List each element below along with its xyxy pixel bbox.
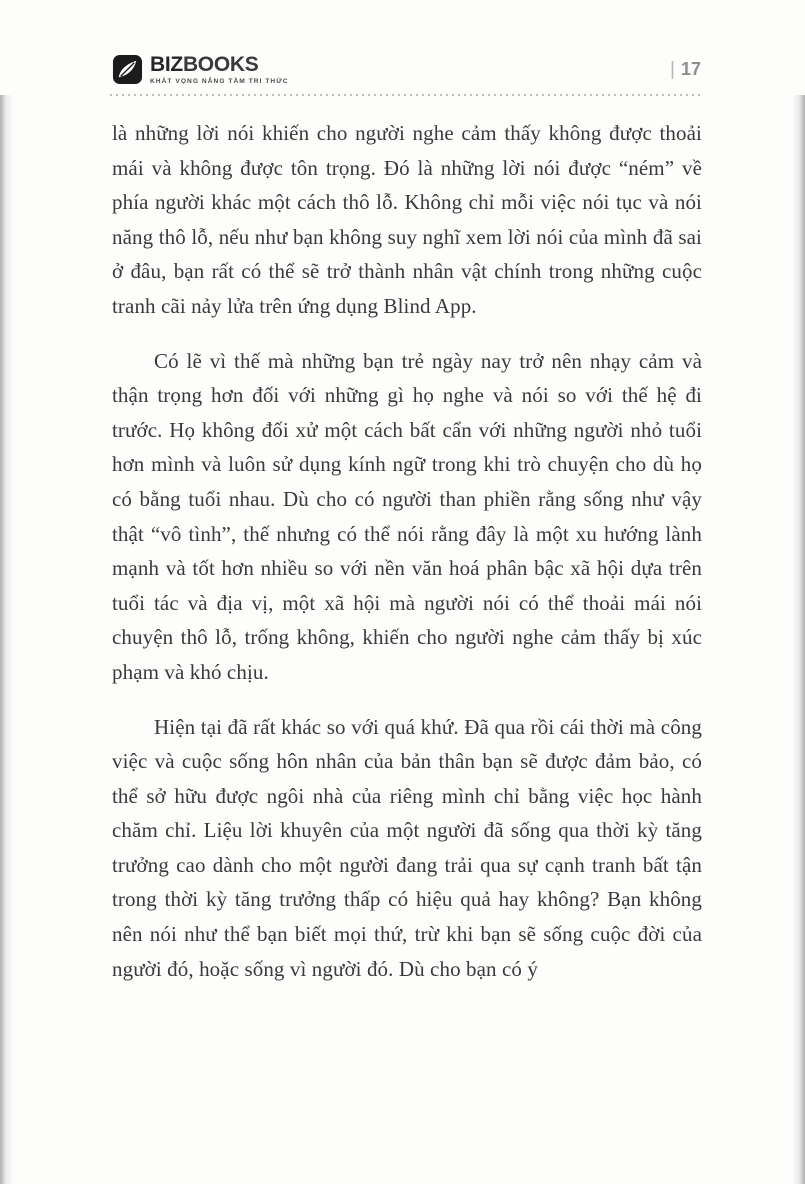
bizbooks-logo-icon bbox=[112, 54, 143, 85]
paragraph: Hiện tại đã rất khác so với quá khứ. Đã qua rồi cái thời mà công việc và cuộc sống hôn nhân của bản thân bạn sẽ được đảm bảo, có thể sở hữu được ngôi nhà của riêng mình chỉ bằng việc học hành chăm chỉ. Liệu lời khuyên của một người đã sống qua thời kỳ tăng trưởng cao dành cho một người đang trải qua sự cạnh tranh bất tận trong thời kỳ tăng trưởng thấp có hiệu quả hay không? Bạn không nên nói như thể bạn biết mọi thứ, trừ khi bạn sẽ sống cuộc đời của người đó, hoặc sống vì người đó. Dù cho bạn có ý bbox=[112, 714, 702, 981]
brand-text bbox=[150, 54, 289, 85]
header-divider bbox=[110, 94, 703, 96]
page-number bbox=[670, 59, 701, 81]
right-page-scan-shadow bbox=[792, 95, 805, 1184]
page-header bbox=[112, 0, 701, 85]
page-content bbox=[112, 116, 702, 986]
left-page-scan-shadow bbox=[0, 95, 13, 1184]
page-number-separator: | bbox=[670, 58, 675, 80]
brand-books: BOOKS bbox=[182, 53, 259, 77]
page-number-value: 17 bbox=[680, 59, 701, 79]
paragraph: Có lẽ vì thế mà những bạn trẻ ngày nay trở nên nhạy cảm và thận trọng hơn đối với những gì họ nghe và nói so với thế hệ đi trước. Họ không đối xử một cách bất cẩn với những người nhỏ tuổi hơn mình và luôn sử dụng kính ngữ trong khi trò chuyện cho dù họ có bằng tuổi nhau. Dù cho có người than phiền rằng sống như vậy thật “vô tình”, thế nhưng có thể nói rằng đây là một xu hướng lành mạnh và tốt hơn nhiều so với nền văn hoá phân bậc xã hội dựa trên tuổi tác và địa vị, một xã hội mà người nói có thể thoải mái nói chuyện thô lỗ, trống không, khiến cho người nghe cảm thấy bị xúc phạm và khó chịu. bbox=[112, 348, 702, 684]
brand-biz: BIZ bbox=[150, 53, 183, 77]
brand-name bbox=[150, 54, 289, 75]
publisher-brand bbox=[112, 54, 289, 85]
paragraph: là những lời nói khiến cho người nghe cảm thấy không được thoải mái và không được tôn trọng. Đó là những lời nói được “ném” về phía người khác một cách thô lỗ. Không chỉ mỗi việc nói tục và nói năng thô lỗ, nếu như bạn không suy nghĩ xem lời nói của mình đã sai ở đâu, bạn rất có thể sẽ trở thành nhân vật chính trong những cuộc tranh cãi nảy lửa trên ứng dụng Blind App. bbox=[112, 121, 702, 318]
brand-tagline: KHÁT VỌNG NÂNG TẦM TRI THỨC bbox=[150, 77, 289, 85]
